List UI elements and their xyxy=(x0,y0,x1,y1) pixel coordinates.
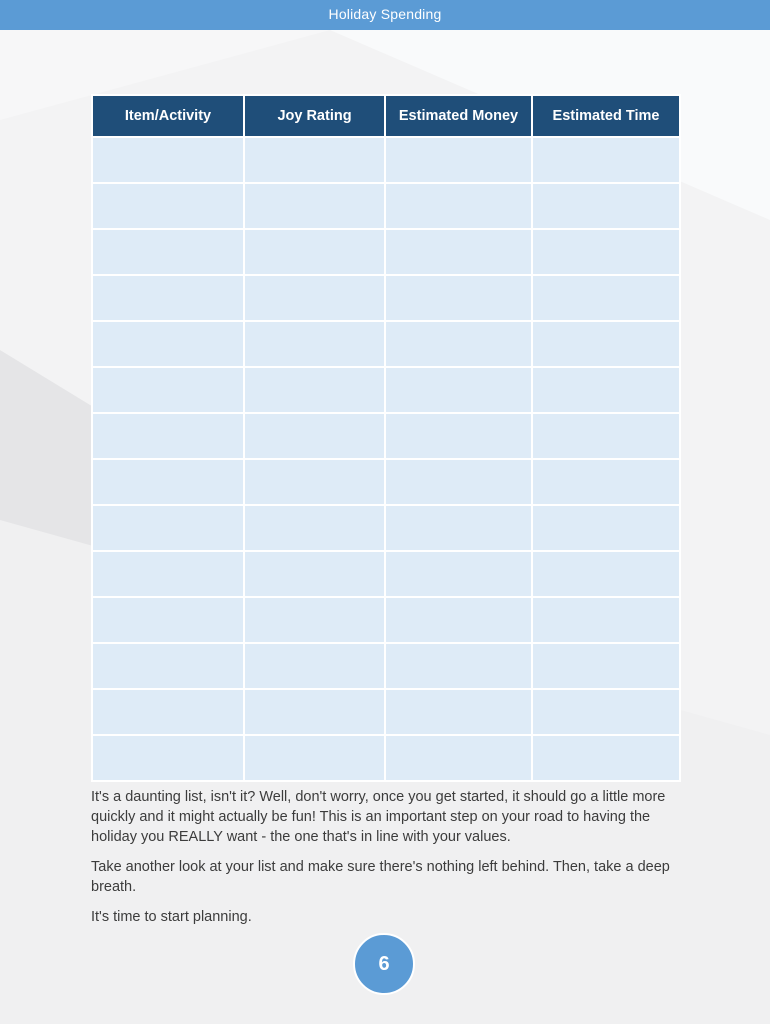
table-cell[interactable] xyxy=(93,598,243,642)
table-row xyxy=(93,552,679,596)
table-cell[interactable] xyxy=(245,138,384,182)
table-row xyxy=(93,414,679,458)
table-cell[interactable] xyxy=(533,460,679,504)
table-row xyxy=(93,598,679,642)
table-row xyxy=(93,690,679,734)
table-cell[interactable] xyxy=(245,368,384,412)
table-cell[interactable] xyxy=(93,184,243,228)
table-cell[interactable] xyxy=(533,230,679,274)
table-cell[interactable] xyxy=(93,414,243,458)
table-cell[interactable] xyxy=(245,276,384,320)
table-cell[interactable] xyxy=(386,230,531,274)
table-cell[interactable] xyxy=(93,276,243,320)
page-number-badge xyxy=(353,933,415,995)
table-header-row xyxy=(93,96,679,136)
table-cell[interactable] xyxy=(245,506,384,550)
table-body xyxy=(93,138,679,780)
table-cell[interactable] xyxy=(93,552,243,596)
table-cell[interactable] xyxy=(245,230,384,274)
table-cell[interactable] xyxy=(533,368,679,412)
table-cell[interactable] xyxy=(533,506,679,550)
table-cell[interactable] xyxy=(386,690,531,734)
table-row xyxy=(93,184,679,228)
column-header-item-activity: Item/Activity xyxy=(93,96,243,136)
table-cell[interactable] xyxy=(386,184,531,228)
table-cell[interactable] xyxy=(533,138,679,182)
table-cell[interactable] xyxy=(533,414,679,458)
table-cell[interactable] xyxy=(533,598,679,642)
table-cell[interactable] xyxy=(245,184,384,228)
table-cell[interactable] xyxy=(386,644,531,688)
table-cell[interactable] xyxy=(386,460,531,504)
table-cell[interactable] xyxy=(93,368,243,412)
table-cell[interactable] xyxy=(93,138,243,182)
table-cell[interactable] xyxy=(245,460,384,504)
table-row xyxy=(93,736,679,780)
header-title: Holiday Spending xyxy=(328,6,442,22)
header-bar xyxy=(0,0,770,30)
table-cell[interactable] xyxy=(533,184,679,228)
table-row xyxy=(93,460,679,504)
table-row xyxy=(93,644,679,688)
table-cell[interactable] xyxy=(93,230,243,274)
column-header-joy-rating: Joy Rating xyxy=(245,96,384,136)
page-number: 6 xyxy=(378,952,390,975)
table-cell[interactable] xyxy=(93,736,243,780)
table-cell[interactable] xyxy=(533,322,679,366)
table-cell[interactable] xyxy=(386,552,531,596)
column-header-estimated-time: Estimated Time xyxy=(533,96,679,136)
table-cell[interactable] xyxy=(533,644,679,688)
paragraph: It's a daunting list, isn't it? Well, don't worry, once you get started, it should go a little more quickly and it might actually be fun! This is an important step on your road to having the holiday you REALLY want - the one that's in line with your values. xyxy=(91,789,666,845)
table-cell[interactable] xyxy=(386,736,531,780)
table-cell[interactable] xyxy=(245,644,384,688)
table-cell[interactable] xyxy=(386,598,531,642)
paragraph: Take another look at your list and make sure there's nothing left behind. Then, take a deep breath. xyxy=(91,859,670,895)
table-cell[interactable] xyxy=(93,322,243,366)
table-cell[interactable] xyxy=(533,690,679,734)
table-row xyxy=(93,506,679,550)
table-cell[interactable] xyxy=(93,644,243,688)
table-cell[interactable] xyxy=(93,460,243,504)
paragraph: It's time to start planning. xyxy=(91,909,252,925)
table-cell[interactable] xyxy=(386,276,531,320)
table-cell[interactable] xyxy=(386,138,531,182)
table-row xyxy=(93,322,679,366)
table-cell[interactable] xyxy=(93,690,243,734)
table-row xyxy=(93,138,679,182)
table-cell[interactable] xyxy=(386,506,531,550)
table-cell[interactable] xyxy=(386,368,531,412)
table-cell[interactable] xyxy=(533,276,679,320)
table-cell[interactable] xyxy=(386,414,531,458)
table-cell[interactable] xyxy=(245,414,384,458)
planner-table xyxy=(91,94,681,782)
table-cell[interactable] xyxy=(245,322,384,366)
table-row xyxy=(93,368,679,412)
table-cell[interactable] xyxy=(386,322,531,366)
table-cell[interactable] xyxy=(533,736,679,780)
table-cell[interactable] xyxy=(533,552,679,596)
table-cell[interactable] xyxy=(245,598,384,642)
table-cell[interactable] xyxy=(245,552,384,596)
table-cell[interactable] xyxy=(93,506,243,550)
column-header-estimated-money: Estimated Money xyxy=(386,96,531,136)
table-row xyxy=(93,230,679,274)
table-cell[interactable] xyxy=(245,690,384,734)
body-text xyxy=(91,787,681,937)
table-cell[interactable] xyxy=(245,736,384,780)
table-row xyxy=(93,276,679,320)
